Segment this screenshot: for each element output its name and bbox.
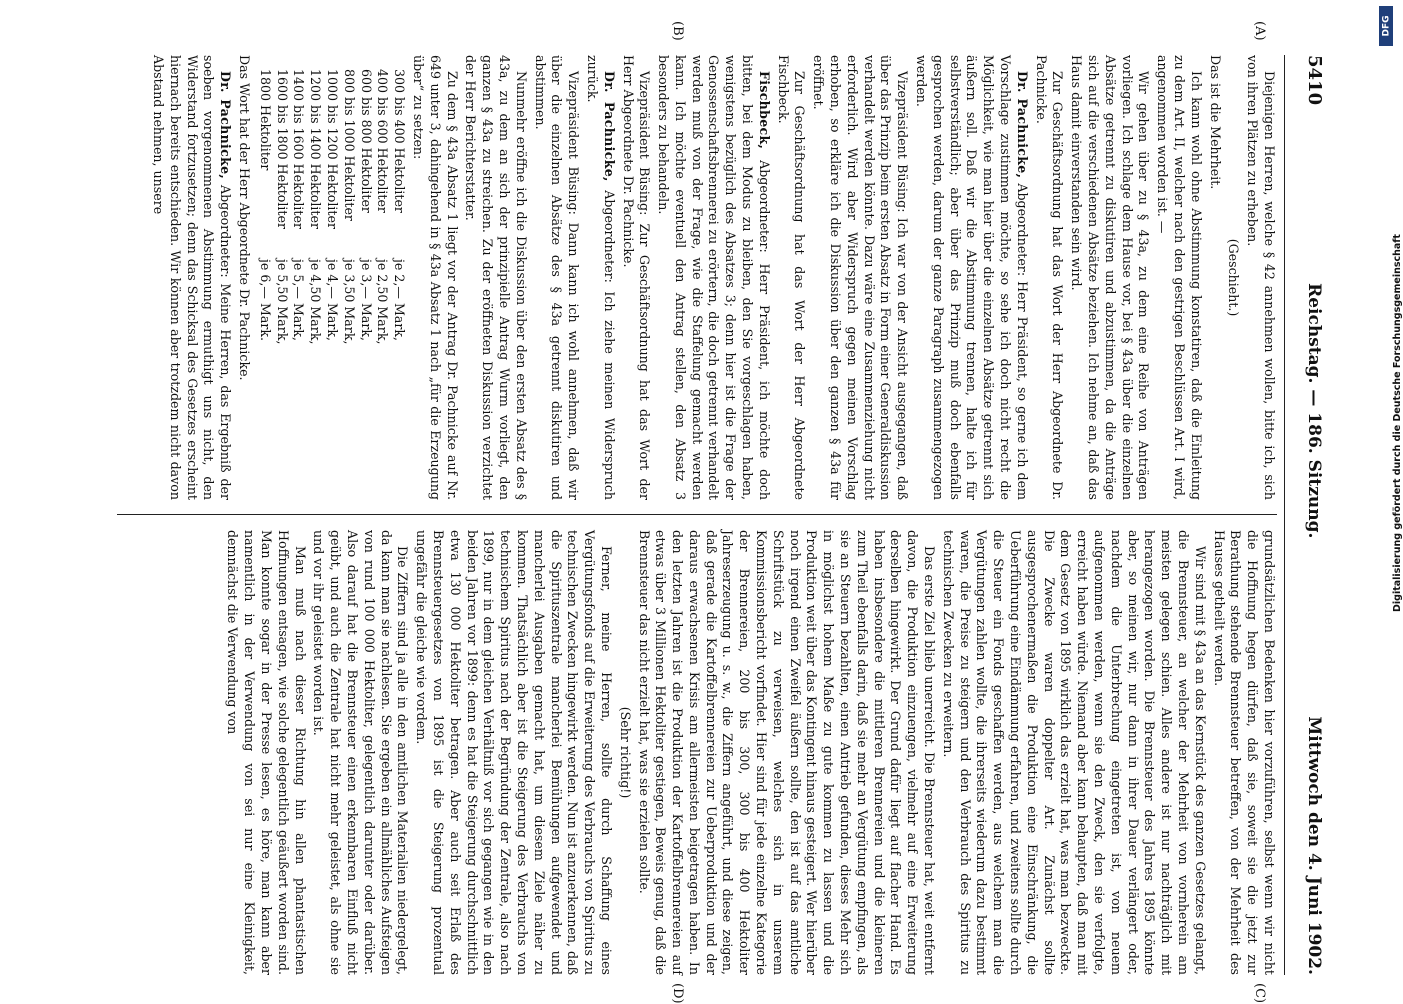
table-cell-value: je 4,— Mark,: [324, 259, 340, 342]
table-row: [256, 69, 273, 500]
table-row: [357, 69, 374, 500]
paragraph: Zur Geschäftsordnung hat das Wort der Herr Abgeordnete Dr. Pachnicke.: [1033, 55, 1066, 500]
session-date: Mittwoch den 4. Juni 1902.: [1304, 716, 1324, 975]
right-column: [117, 530, 1277, 975]
table-cell-value: je 3,— Mark,: [358, 259, 374, 342]
table-row: [390, 69, 407, 500]
table-cell-range: 600 bis 800 Hektoliter: [358, 69, 374, 213]
paragraph: Ich kann wohl ohne Abstimmung konstatiren, daß die Einleitung zu dem Art. II, welcher nach den gestrigen Beschlüssen Art. I wird, angenommen worden ist. —: [1155, 55, 1204, 500]
table-cell-range: 300 bis 400 Hektoliter: [392, 69, 408, 213]
page-number: 5410: [1304, 55, 1325, 106]
paragraph: Vizepräsident Büsing: Dann kann ich wohl annehmen, daß wir über die einzelnen Absätze des § 43a getrennt diskutiren und abstimmen.: [532, 55, 582, 500]
paragraph: [149, 55, 233, 500]
table-cell-range: 1600 bis 1800 Hektoliter: [274, 69, 290, 229]
paragraph: Wir sind mit § 43a an das Kernstück des ganzen Gesetzes gelangt, die Brennsteuer, an welcher der Mehrheit von vornherein am meisten gelegen schien. Alles andere ist nur nachträglich mit herangezogen worden. Die Brennsteuer des Jahres 1895 könnte aber, so meinen wir, nur dann in ihrer Dauer verlängert oder, nachdem die Unterbrechung eingetreten ist, von neuem aufgenommen werden, wenn sie den Zweck, den sie verfolgte, erreicht haben würde. Niemand aber kann behaupten, daß man mit dem Gesetz von 1895 wirklich das erzielt hat, was man bezweckte. Die Zwecke waren doppelter Art. Zunächst sollte ausgesprochenermaßen die Produktion eine Einschränkung, die Ueberführung eine Eindämmung erfahren, und zweitens sollte durch die Steuer ein Fonds geschaffen werden, aus welchem man die Vergütungen zahlen wollte, die ihrerseits wiederum dazu bestimmt waren, die Preise zu steigern und den Verbrauch des Spiritus zu technischen Zwecken zu erweitern.: [940, 530, 1208, 975]
table-row: [323, 69, 340, 500]
speaker-name: Dr. Pachnicke,: [218, 71, 234, 180]
speech-text: Abgeordneter: Herr Präsident, so gerne ich dem Vorschlage zustimmen möchte, so sehe ich doch nicht recht die Möglichkeit, wie man hier über die einzelnen Absätze getrennt sich äußern soll. Daß wir die Abstimmung trennen, halte ich für selbstverständlich; aber über das Prinzip muß doch ebenfalls gesprochen werden, darum der ganze Paragraph zusammengezogen werden.: [914, 55, 1030, 500]
paragraph: Zu dem § 43a Absatz 1 liegt vor der Antrag Dr. Pachnicke auf Nr. 649 unter 3, dahingehend in § 43a Absatz 1 nach „für die Erzeugung über“ zu setzen:: [410, 55, 460, 500]
table-cell-value: je 2,— Mark,: [392, 259, 408, 342]
table-row: [306, 69, 323, 500]
paragraph: Vizepräsident Büsing: Zur Geschäftsordnung hat das Wort der Herr Abgeordnete Dr. Pachnicke.: [620, 55, 653, 500]
table-row: [340, 69, 357, 500]
table-cell-value: je 2,50 Mark,: [375, 259, 391, 345]
paragraph: Diejenigen Herren, welche § 42 annehmen wollen, bitte ich, sich von ihren Plätzen zu erheben.: [1245, 55, 1277, 500]
speech-text: Abgeordneter: Ich ziehe meinen Widerspruch zurück.: [584, 55, 617, 500]
digitization-credit: [1376, 0, 1403, 1000]
paragraph: grundsätzlichen Bedenken hier vorzuführen, selbst wenn wir nicht die Hoffnung hegen dürfen, daß sie, soweit sie die jetzt zur Berathung stehende Brennsteuer betreffen, von der Mehrheit des Hauses getheilt werden.: [1211, 530, 1277, 975]
table-cell-value: je 5,— Mark,: [291, 259, 307, 342]
speaker-name: Fischbeck,: [756, 71, 772, 150]
paragraph: Ferner, meine Herren, sollte durch Schaffung eines Vergütungsfonds auf die Erweiterung des Verbrauchs von Spiritus zu technischen Zwecken hingewirkt werden. Nun ist anzuerkennen, daß die Spirituszentrale mancherlei Bemühungen aufgewendet und mancherlei Ausgaben gemacht hat, um diesem Ziele näher zu kommen. Thatsächlich aber ist die Steigerung des Verbrauchs von technischem Spiritus nach der Begründung der Zentrale, also nach 1899, nur in dem gleichen Verhältniß vor sich gegangen wie in den beiden Jahren vor 1899: denn es hat die Steigerung durchschnittlich etwa 130 000 Hektoliter betragen. Aber auch seit Erlaß des Brennsteuergesetzes von 1895 ist die Steigerung prozentual ungefähr die gleiche wie vordem.: [414, 530, 614, 975]
speaker-name: Dr. Pachnicke,: [1014, 71, 1030, 179]
left-column: [117, 55, 1277, 500]
session-title: Reichstag. — 186. Sitzung.: [1304, 283, 1324, 539]
table-row: [273, 69, 290, 500]
rotated-page-content: [105, 21, 1325, 1004]
paragraph: Wir gehen über zu § 43a, zu dem eine Reihe von Anträgen vorliegen. Ich schlage dem Hause vor, bei § 43a über die einzelnen Absätze getrennt zu diskutiren und abzustimmen, da die Anträge sich auf die verschiedenen Absätze beziehen. Ich nehme an, daß das Haus damit einverstanden sein wird.: [1069, 55, 1152, 500]
paragraph: Zur Geschäftsordnung hat das Wort der Herr Abgeordnete Fischbeck.: [775, 55, 808, 500]
page-header: [1284, 55, 1325, 975]
table-cell-range: 1000 bis 1200 Hektoliter: [324, 69, 340, 229]
paragraph: Das Wort hat der Herr Abgeordnete Dr. Pachnicke.: [236, 55, 252, 381]
speech-text: Abgeordneter: Herr Präsident, ich möchte doch bitten, bei dem Modus zu bleiben, den Sie vorgeschlagen haben, wenigstens bezüglich des Absatzes 3; denn hier ist die Frage der Genossenschaftsbrennerei zu erörtern, die doch getrennt verhandelt werden muß von der Frage, wie die Staffelung gemacht werden kann. Ich möchte eventuell den Antrag stellen, den Absatz 3 besonders zu behandeln.: [656, 55, 772, 500]
speech-text: Abgeordneter: Meine Herren, das Ergebniß der soeben vorgenommenen Abstimmung ermuthigt uns nicht, den Widerstand fortzusetzen; denn das Schicksal des Gesetzes erscheint hiernach bereits entschieden. Wir können aber trotzdem nicht davon Abstand nehmen, unsere: [151, 55, 234, 500]
margin-marker-d: (D): [670, 983, 685, 1004]
table-cell-range: 1400 bis 1600 Hektoliter: [291, 69, 307, 229]
speaker-name: Dr. Pachnicke,: [601, 71, 617, 182]
table-cell-range: 1200 bis 1400 Hektoliter: [308, 69, 324, 229]
tariff-table: [256, 69, 407, 500]
table-row: [374, 69, 391, 500]
dfg-logo: DFG: [1379, 6, 1393, 46]
paragraph: Vizepräsident Büsing: Ich war von der Ansicht ausgegangen, daß über das Prinzip beim ersten Absatz in Form einer Generaldiskussion verhandelt werden könnte. Dazu wäre eine Zusammenziehung nicht erforderlich. Wird aber Widerspruch gegen meinen Vorschlag erhoben, so erkläre ich die Diskussion über den ganzen § 43a für eröffnet.: [811, 55, 911, 500]
table-cell-range: 800 bis 1000 Hektoliter: [341, 69, 357, 221]
table-cell-value: je 3,50 Mark,: [341, 259, 357, 345]
paragraph: Man muß nach dieser Richtung hin allen phantastischen Hoffnungen entsagen, wie solche gelegentlich geäußert worden sind. Man konnte sogar in der Presse lesen, es höre, man kann aber namentlich in der Verwendung von sei nur eine Kleinigkeit, demnächst die Verwendung von: [225, 530, 308, 975]
credit-text: Digitalisierung gefördert durch die Deutsche Forschungsgemeinschaft: [1392, 234, 1403, 612]
paragraph: Nunmehr eröffne ich die Diskussion über den ersten Absatz des § 43a, zu dem an sich der prinzipielle Antrag Wurm vorliegt, den ganzen § 43a zu streichen. Zu der eröffneten Diskussion verzichtet der Herr Berichterstatter.: [463, 55, 529, 500]
paragraph: Die Ziffern sind ja alle in den amtlichen Materialien niedergelegt, da kann man sie nachlesen. Sie ergeben ein allmähliches Aufsteigen von rund 100 000 Hektoliter, gelegentlich darunter oder darüber. Also darauf hat die Brennsteuer einen erkennbaren Einfluß nicht geübt, und auch die Zentrale hat nicht mehr geleistet, als ohne sie und vor ihr geleistet worden ist.: [311, 530, 411, 975]
table-cell-value: je 5,50 Mark,: [274, 259, 290, 345]
margin-marker-b: (B): [670, 21, 685, 41]
table-row: [290, 69, 307, 500]
paragraph: Das erste Ziel blieb unerreicht. Die Brennsteuer hat, weit entfernt davon, die Produktion einzuengen, vielmehr auf eine Erweiterung derselben hingewirkt. Der Grund dafür liegt auf flacher Hand. Es haben insbesondere die mittleren Brennereien und die kleineren zum Theil ebenfalls darin, daß sie mehr an Vergütung empfingen, als sie an Steuern bezahlten, einen Antrieb gefunden, dieses Mehr sich in möglichst hohem Maße zu gute kommen zu lassen und die Produktion weit über das Kontingent hinaus gesteigert. Wer hierüber noch irgend einen Zweifel äußern sollte, den ist auf das amtliche Schriftstück zu verweisen, welches sich in unserem Kommissionsbericht vorfindet. Hier sind für jede einzelne Kategorie der Brennereien, 200 bis 300, 300 bis 400 Hektoliter Jahreserzeugung u. s. w., die Ziffern angeführt, und diese zeigen, daß gerade die Kartoffelbrennereien zur Ueberproduktion und der daraus erwachsenen Krisis am allermeisten beigetragen haben. In den letzten Jahren ist die Produktion der Kartoffelbrennereien auf etwas über 3 Millionen Hektoliter gestiegen, Beweis genug, daß die Brennsteuer das nicht erzielt hat, was sie erzielen sollte.: [636, 530, 938, 975]
margin-marker-c: (C): [1252, 983, 1267, 1004]
table-cell-range: 400 bis 600 Hektoliter: [375, 69, 391, 213]
table-cell-value: je 4,50 Mark,: [308, 259, 324, 345]
paragraph: [583, 55, 617, 500]
margin-marker-a: (A): [1252, 21, 1267, 41]
column-divider: [117, 514, 1277, 515]
paragraph-remark: (Sehr richtig!): [617, 706, 633, 799]
table-cell-range: 1800 Hektoliter: [257, 69, 273, 171]
paragraph-remark: (Geschieht.): [1226, 238, 1242, 317]
paragraph: Das ist die Mehrheit.: [1207, 55, 1223, 190]
text-columns: [117, 55, 1277, 975]
paragraph: [912, 55, 1030, 500]
paragraph: [654, 55, 772, 500]
table-cell-value: je 6,— Mark.: [257, 259, 273, 342]
